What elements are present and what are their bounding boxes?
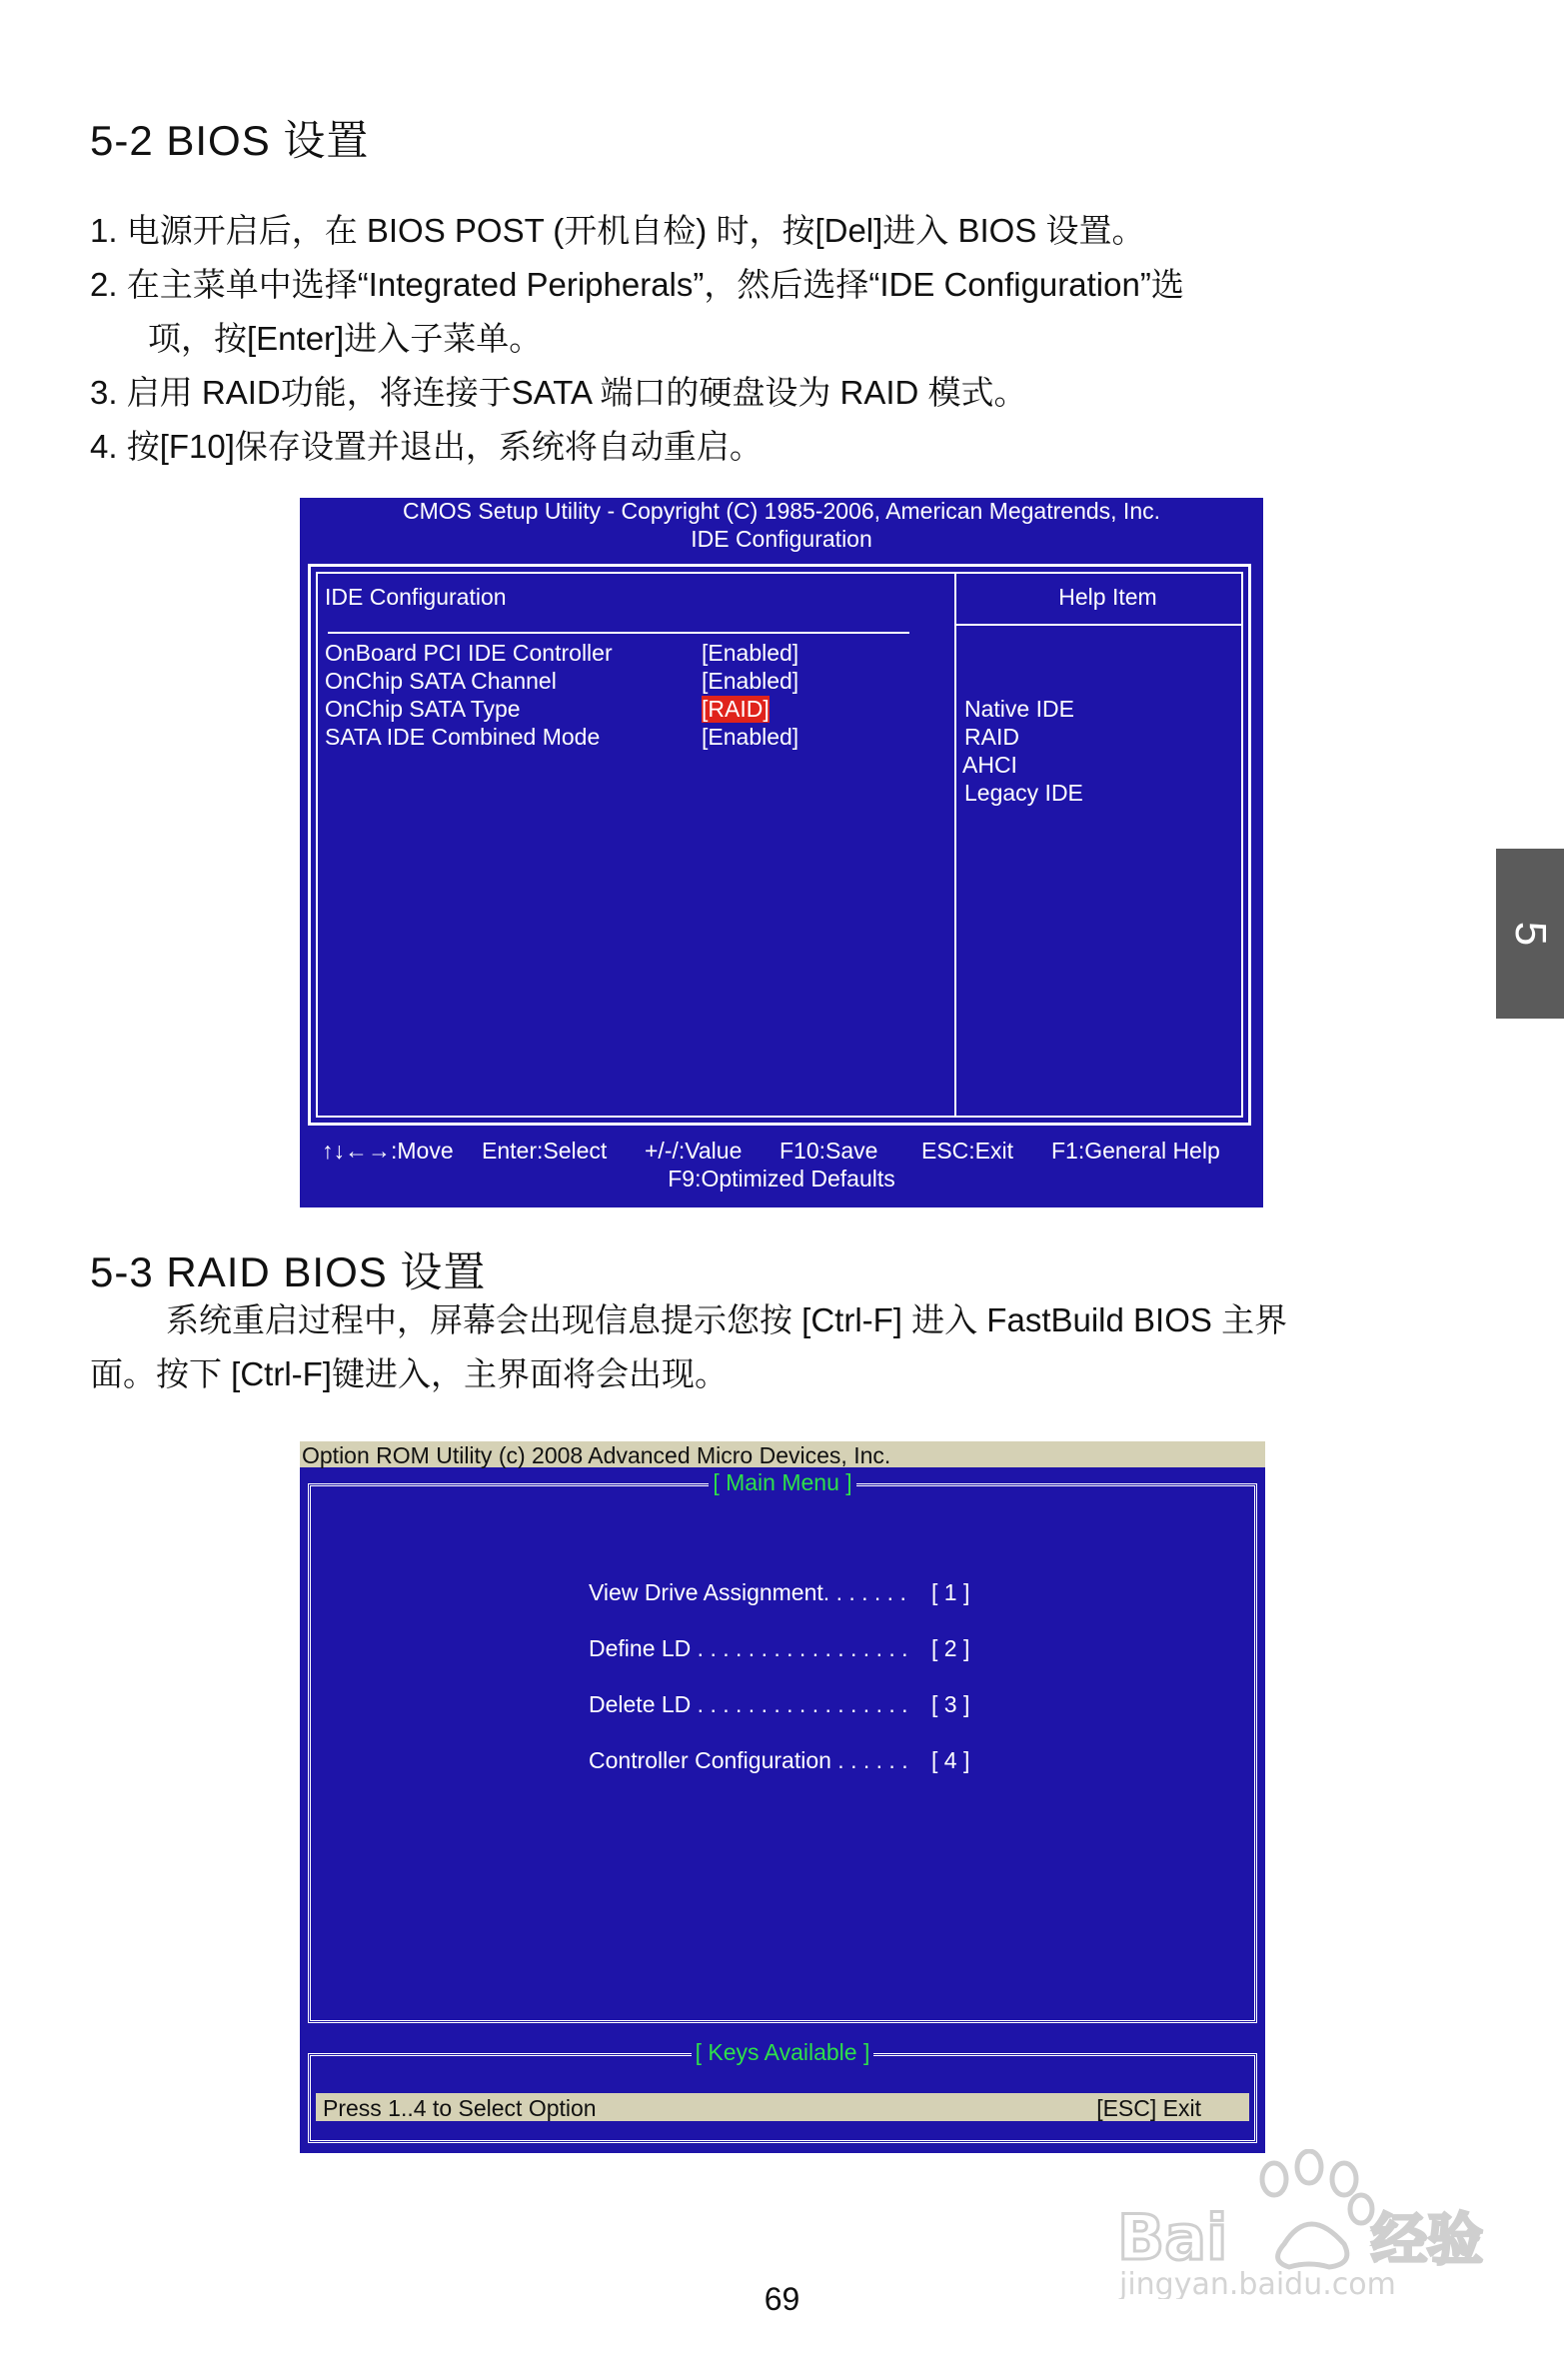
svg-text:经验: 经验 [1371, 2208, 1483, 2273]
setting-label-sata-type[interactable]: OnChip SATA Type [325, 696, 521, 722]
main-menu-title: [ Main Menu ] [709, 1469, 855, 1495]
setting-value-sata-type-selected[interactable]: [RAID] [702, 696, 770, 722]
raid-intro-line1: 系统重启过程中，屏幕会出现信息提示您按 [Ctrl-F] 进入 FastBuild BIOS 主界 [166, 1301, 1288, 1338]
footer-move: ↑↓←→:Move [322, 1138, 454, 1164]
help-option-native-ide[interactable]: Native IDE [964, 696, 1074, 722]
help-option-raid[interactable]: RAID [964, 724, 1019, 750]
footer-save: F10:Save [780, 1138, 878, 1164]
keys-title: [ Keys Available ] [692, 2039, 874, 2065]
footer-help: F1:General Help [1051, 1138, 1220, 1164]
setting-value-pci-ide[interactable]: [Enabled] [702, 640, 799, 666]
bios-main-frame [308, 564, 1251, 1126]
setting-label-combined-mode[interactable]: SATA IDE Combined Mode [325, 724, 601, 750]
step-3: 3. 启用 RAID功能，将连接于SATA 端口的硬盘设为 RAID 模式。 [90, 374, 1027, 411]
step-4: 4. 按[F10]保存设置并退出，系统将自动重启。 [90, 428, 763, 465]
baidu-watermark [1109, 2149, 1539, 2299]
status-bar [316, 2093, 1249, 2121]
menu-key-4[interactable]: [ 4 ] [931, 1747, 970, 1773]
bios-title-line1: CMOS Setup Utility - Copyright (C) 1985-2006, American Megatrends, Inc. [402, 498, 1161, 524]
footer-exit: ESC:Exit [921, 1138, 1014, 1164]
step-1: 1. 电源开启后，在 BIOS POST (开机自检) 时，按[Del]进入 BIOS 设置。 [90, 212, 1145, 249]
setting-value-combined-mode[interactable]: [Enabled] [702, 724, 799, 750]
status-left: Press 1..4 to Select Option [323, 2095, 597, 2121]
menu-key-3[interactable]: [ 3 ] [931, 1691, 970, 1717]
chapter-tab [1496, 849, 1564, 1019]
raid-top-bar [300, 1441, 1265, 1467]
menu-item-controller-config[interactable]: Controller Configuration . . . . . . [589, 1747, 908, 1773]
help-divider [954, 624, 1241, 626]
setting-label-sata-channel[interactable]: OnChip SATA Channel [325, 668, 557, 694]
setting-label-pci-ide[interactable]: OnBoard PCI IDE Controller [325, 640, 613, 666]
page-number: 69 [764, 2281, 800, 2317]
keys-title-wrap [300, 2039, 1265, 2066]
help-option-legacy-ide[interactable]: Legacy IDE [964, 780, 1083, 806]
bios-title-line2: IDE Configuration [691, 526, 872, 552]
raid-top-bar-text: Option ROM Utility (c) 2008 Advanced Micro Devices, Inc. [302, 1442, 891, 1468]
bios-setup-screen [300, 498, 1263, 1207]
help-option-ahci[interactable]: AHCI [962, 752, 1017, 778]
main-menu-title-wrap [300, 1469, 1265, 1496]
raid-bios-screen [300, 1441, 1265, 2153]
menu-item-view-drive[interactable]: View Drive Assignment. . . . . . . [589, 1579, 906, 1605]
step-2: 2. 在主菜单中选择“Integrated Peripherals”，然后选择“IDE Configuration”选 [90, 266, 1184, 303]
footer-defaults: F9:Optimized Defaults [668, 1166, 895, 1191]
panel-title: IDE Configuration [325, 584, 507, 610]
svg-text:jingyan.baidu.com: jingyan.baidu.com [1119, 2267, 1396, 2299]
status-right[interactable]: [ESC] Exit [1096, 2095, 1201, 2121]
chapter-number: 5 [1505, 921, 1555, 947]
svg-text:Bai: Bai [1117, 2201, 1228, 2274]
raid-intro-line2: 面。按下 [Ctrl-F]键进入，主界面将会出现。 [90, 1355, 728, 1392]
menu-key-2[interactable]: [ 2 ] [931, 1635, 970, 1661]
footer-enter: Enter:Select [482, 1138, 608, 1164]
menu-item-define-ld[interactable]: Define LD . . . . . . . . . . . . . . . . . [589, 1635, 908, 1661]
footer-value: +/-/:Value [645, 1138, 743, 1164]
menu-item-delete-ld[interactable]: Delete LD . . . . . . . . . . . . . . . . . [589, 1691, 908, 1717]
section-heading-5-2: 5-2 BIOS 设置 [90, 117, 370, 164]
section-heading-5-3: 5-3 RAID BIOS 设置 [90, 1248, 487, 1295]
bios-inner-frame [316, 572, 1243, 1118]
step-2-cont: 项，按[Enter]进入子菜单。 [148, 320, 543, 357]
help-title: Help Item [1058, 584, 1157, 610]
setting-value-sata-channel[interactable]: [Enabled] [702, 668, 799, 694]
baidu-paw-icon [1109, 2149, 1539, 2299]
panel-title-underline [328, 632, 909, 634]
menu-key-1[interactable]: [ 1 ] [931, 1579, 970, 1605]
bios-column-divider [954, 574, 956, 1116]
